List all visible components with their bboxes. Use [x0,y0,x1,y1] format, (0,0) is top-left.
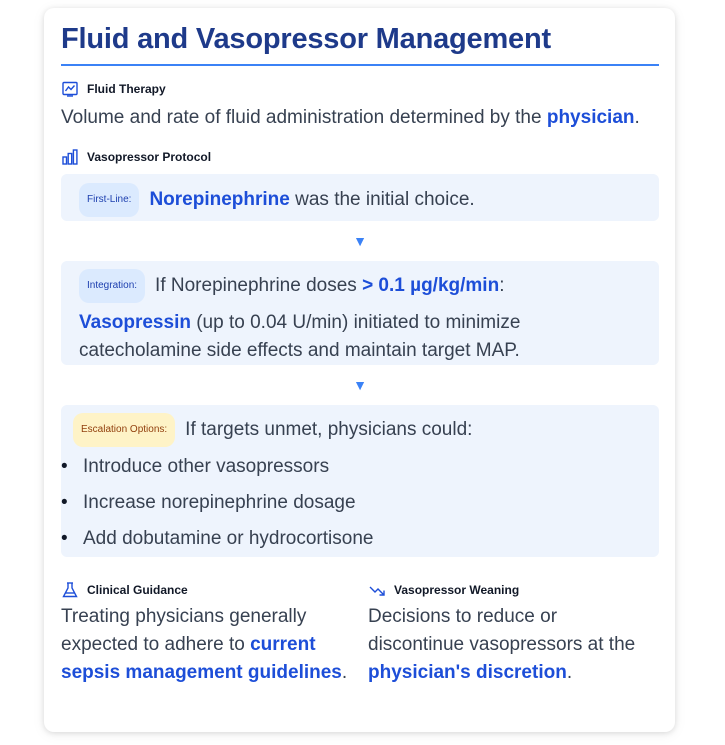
escalation-box [61,405,659,557]
bar-chart-icon [61,148,79,166]
clinical-guidance-section [61,581,348,687]
escalation-options-list [61,449,641,557]
vaso-weaning-section [368,581,655,687]
fluid-therapy-header [61,80,659,98]
clinical-text-before: Treating physicians generally expected to adhere to [61,606,307,655]
integration-text-after: : [499,275,505,297]
first-line-text: was the initial choice. [289,189,475,211]
first-line-drug: Norepinephrine [149,189,290,211]
bottom-columns [61,581,659,687]
flow-arrow-2: ▼ [353,377,367,393]
fluid-therapy-text [61,104,659,132]
vaso-protocol-header [61,148,659,166]
first-line-tag: First-Line: [79,183,139,217]
vaso-weaning-text [368,603,655,687]
trend-down-icon [368,581,386,599]
fluid-highlight: physician [546,107,635,128]
vaso-weaning-header [368,581,655,599]
fluid-therapy-label: Fluid Therapy [87,82,166,96]
integration-box [61,261,659,365]
flow-arrow-1: ▼ [353,233,367,249]
clinical-guidance-label: Clinical Guidance [87,583,188,597]
integration-drug: Vasopressin [79,312,191,333]
first-line-line [79,183,641,217]
integration-detail [79,309,641,365]
weaning-highlight: physician's discretion [368,662,567,683]
integration-detail-text: (up to 0.04 U/min) initiated to minimize catecholamine side effects and maintain target MAP. [79,312,521,361]
list-item: • Add dobutamine or hydrocortisone [61,521,641,557]
clinical-highlight: current sepsis management guidelines [61,634,342,683]
escalation-text: If targets unmet, physicians could: [185,419,473,441]
chart-line-icon [61,80,79,98]
vaso-weaning-label: Vasopressor Weaning [394,583,520,597]
vaso-protocol-label: Vasopressor Protocol [87,150,212,164]
list-item: • Increase norepinephrine dosage [61,485,641,521]
integration-line [79,269,641,303]
fluid-text-before: Volume and rate of fluid administration determined by the [61,107,547,128]
clinical-text-after: . [341,662,348,683]
weaning-text-after: . [566,662,573,683]
list-item: • Introduce other vasopressors [61,449,641,485]
first-line-box [61,174,659,221]
integration-text-before: If Norepinephrine doses [155,275,363,297]
escalation-line [61,413,641,447]
escalation-tag: Escalation Options: [73,413,175,447]
clinical-guidance-text [61,603,348,687]
page-title: Fluid and Vasopressor Management [61,23,551,55]
fluid-text-after: . [634,107,640,128]
management-card [44,8,675,732]
weaning-text-before: Decisions to reduce or discontinue vasopressors at the [368,606,636,655]
integration-tag: Integration: [79,269,145,303]
clinical-guidance-header [61,581,348,599]
integration-threshold: > 0.1 µg/kg/min [362,275,500,297]
title-divider [61,64,659,66]
flask-icon [61,581,79,599]
